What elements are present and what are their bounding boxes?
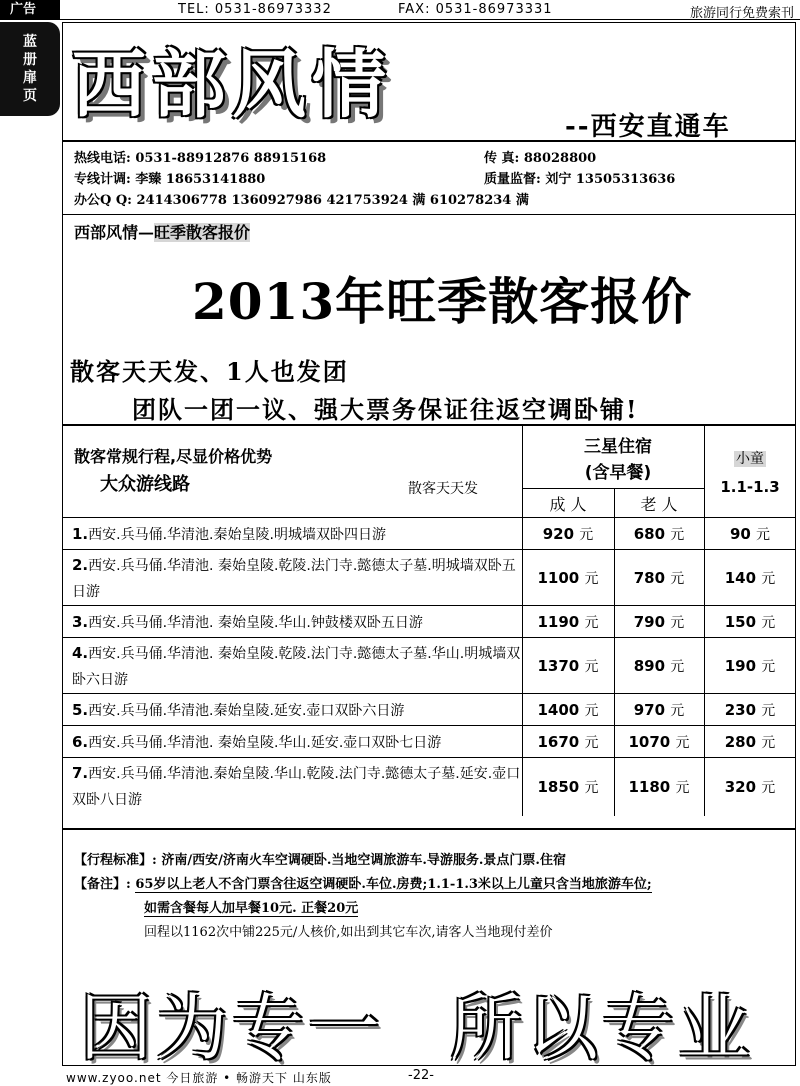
price-child: [704, 612, 796, 632]
divider: [62, 140, 796, 142]
route-text: 西安.兵马俑.华清池.秦始皇陵.华山.乾陵.法门寺.懿德太子墓.延安.壶口双卧八日游: [72, 766, 521, 808]
price-value: 1370: [537, 657, 580, 675]
price-adult: [522, 777, 614, 797]
price-child: [704, 700, 796, 720]
price-value: 190: [724, 657, 757, 675]
route-number: 1.: [72, 525, 89, 543]
price-value: 1100: [537, 569, 580, 587]
currency-unit: 元: [670, 527, 685, 543]
header-child: [704, 448, 796, 468]
currency-unit: 元: [584, 703, 599, 719]
page-subtitle: --西安直通车: [565, 112, 731, 142]
header-route-type: 大众游线路: [100, 474, 190, 495]
hotline: 热线电话: 0531-88912876 88915168: [74, 151, 327, 166]
price-value: 1190: [537, 613, 580, 631]
price-value: 140: [724, 569, 757, 587]
fax-line: 传 真: 88028800: [484, 151, 597, 166]
currency-unit: 元: [761, 659, 776, 675]
table-row: [62, 758, 796, 816]
header-child-label: 小童: [736, 451, 764, 467]
currency-unit: 元: [675, 780, 690, 796]
ad-label: 广告: [0, 0, 60, 20]
price-heading: 2013年旺季散客报价: [192, 272, 693, 331]
section-label-highlight: 旺季散客报价: [154, 223, 251, 242]
office-qq: 办公Q Q: 2414306778 1360927986 421753924 满 610278234 满: [74, 193, 529, 208]
side-tab-char: 册: [23, 52, 37, 68]
table-row: [62, 518, 796, 550]
currency-unit: 元: [584, 571, 599, 587]
table-vline: [522, 426, 523, 518]
price-value: 90: [729, 525, 751, 543]
table-row: [62, 606, 796, 638]
route-number: 6.: [72, 733, 89, 751]
contact-info: [74, 148, 774, 211]
route-text: 西安.兵马俑.华清池. 秦始皇陵.乾陵.法门寺.懿德太子墓.明城墙双卧五日游: [72, 558, 516, 600]
route-name: [72, 609, 524, 636]
price-value: 320: [724, 778, 757, 796]
table-vline: [704, 426, 705, 518]
price-value: 780: [633, 569, 666, 587]
price-value: 1670: [537, 733, 580, 751]
price-value: 280: [724, 733, 757, 751]
side-tab-char: 蓝: [23, 34, 37, 50]
header-daily: 散客天天发: [408, 481, 478, 497]
standard-label: 【行程标准】:: [74, 853, 157, 868]
price-child: [704, 524, 796, 544]
currency-unit: 元: [675, 735, 690, 751]
route-number: 5.: [72, 701, 89, 719]
route-text: 西安.兵马俑.华清池.秦始皇陵.明城墙双卧四日游: [88, 527, 386, 543]
price-value: 150: [724, 613, 757, 631]
price-value: 920: [542, 525, 575, 543]
standard-text: 济南/西安/济南火车空调硬卧.当地空调旅游车.导游服务.景点门票.住宿: [161, 853, 566, 868]
section-label-prefix: 西部风情—: [74, 223, 155, 242]
quality-supervisor: 质量监督: 刘宁 13505313636: [484, 172, 676, 187]
route-name: [72, 760, 524, 813]
currency-unit: 元: [670, 659, 685, 675]
route-text: 西安.兵马俑.华清池. 秦始皇陵.华山.延安.壶口双卧七日游: [88, 735, 442, 751]
currency-unit: 元: [761, 615, 776, 631]
currency-unit: 元: [670, 615, 685, 631]
price-senior: [614, 568, 704, 588]
section-label: [74, 220, 250, 243]
remark-label: 【备注】:: [74, 877, 131, 892]
table-row: [62, 726, 796, 758]
page-title: 西部风情: [72, 42, 392, 128]
price-child: [704, 656, 796, 676]
price-senior: [614, 612, 704, 632]
price-value: 1070: [628, 733, 671, 751]
calligraphy-slogan: 因为专一: [80, 986, 385, 1070]
page-number: -22-: [408, 1068, 434, 1083]
table-hline: [522, 488, 704, 489]
price-adult: [522, 612, 614, 632]
currency-unit: 元: [584, 780, 599, 796]
price-value: 1180: [628, 778, 671, 796]
slogan-line: 散客天天发、1人也发团: [70, 357, 349, 386]
side-tab-char: 页: [23, 88, 37, 104]
currency-unit: 元: [584, 659, 599, 675]
price-senior: [614, 777, 704, 797]
tel-number: TEL: 0531-86973332: [178, 2, 332, 17]
remark-line: 如需含餐每人加早餐10元. 正餐20元: [144, 901, 359, 916]
route-name: [72, 697, 524, 724]
notes: [74, 850, 784, 946]
footer: [62, 1066, 796, 1086]
currency-unit: 元: [761, 780, 776, 796]
divider: [62, 214, 796, 215]
price-adult: [522, 524, 614, 544]
table-row: [62, 550, 796, 606]
price-value: 1850: [537, 778, 580, 796]
table-vline: [614, 488, 615, 518]
price-value: 790: [633, 613, 666, 631]
price-value: 680: [633, 525, 666, 543]
slogan-line: 团队一团一议、强大票务保证往返空调卧铺!: [132, 395, 639, 424]
currency-unit: 元: [761, 735, 776, 751]
currency-unit: 元: [584, 735, 599, 751]
table-header: [62, 426, 796, 518]
price-adult: [522, 656, 614, 676]
currency-unit: 元: [761, 571, 776, 587]
currency-unit: 元: [579, 527, 594, 543]
currency-unit: 元: [761, 703, 776, 719]
table-row: [62, 638, 796, 694]
route-number: 4.: [72, 644, 89, 662]
footer-site: www.zyoo.net 今日旅游 • 畅游天下 山东版: [66, 1071, 332, 1085]
header-child-age: 1.1-1.3: [720, 478, 780, 496]
route-text: 西安.兵马俑.华清池. 秦始皇陵.乾陵.法门寺.懿德太子墓.华山.明城墙双卧六日游: [72, 646, 521, 688]
price-adult: [522, 732, 614, 752]
price-child: [704, 732, 796, 752]
currency-unit: 元: [670, 703, 685, 719]
currency-unit: 元: [756, 527, 771, 543]
header-breakfast: (含早餐): [584, 463, 652, 483]
header-three-star: 三星住宿: [584, 437, 652, 457]
table-row: [62, 694, 796, 726]
header-tagline: 散客常规行程,尽显价格优势: [74, 447, 273, 466]
route-name: [72, 552, 524, 605]
price-child: [704, 777, 796, 797]
currency-unit: 元: [584, 615, 599, 631]
planner: 专线计调: 李臻 18653141880: [74, 172, 266, 187]
price-adult: [522, 568, 614, 588]
route-name: [72, 640, 524, 693]
price-senior: [614, 656, 704, 676]
route-name: [72, 521, 524, 548]
price-senior: [614, 732, 704, 752]
header-adult: 成 人: [549, 495, 587, 514]
side-tab: [0, 22, 60, 116]
price-value: 970: [633, 701, 666, 719]
price-child: [704, 568, 796, 588]
side-tab-char: 扉: [23, 70, 37, 86]
publication-index: 旅游同行免费索刊: [689, 6, 794, 21]
calligraphy-slogan: 所以专业: [450, 986, 755, 1070]
price-senior: [614, 700, 704, 720]
price-value: 230: [724, 701, 757, 719]
remark-line: 回程以1162次中铺225元/人核价,如出到其它车次,请客人当地现付差价: [144, 925, 553, 940]
fax-number: FAX: 0531-86973331: [398, 2, 553, 17]
top-bar: [0, 0, 800, 20]
route-text: 西安.兵马俑.华清池.秦始皇陵.延安.壶口双卧六日游: [88, 703, 405, 719]
route-text: 西安.兵马俑.华清池. 秦始皇陵.华山.钟鼓楼双卧五日游: [88, 615, 423, 631]
route-number: 7.: [72, 764, 89, 782]
route-name: [72, 729, 524, 756]
price-adult: [522, 700, 614, 720]
price-senior: [614, 524, 704, 544]
price-value: 1400: [537, 701, 580, 719]
currency-unit: 元: [670, 571, 685, 587]
price-value: 890: [633, 657, 666, 675]
remark-line: 65岁以上老人不含门票含往返空调硬卧.车位.房费;1.1-1.3米以上儿童只含当地旅游车位;: [135, 877, 652, 892]
route-number: 2.: [72, 556, 89, 574]
price-table: [62, 424, 796, 830]
header-senior: 老 人: [640, 495, 678, 514]
route-number: 3.: [72, 613, 89, 631]
